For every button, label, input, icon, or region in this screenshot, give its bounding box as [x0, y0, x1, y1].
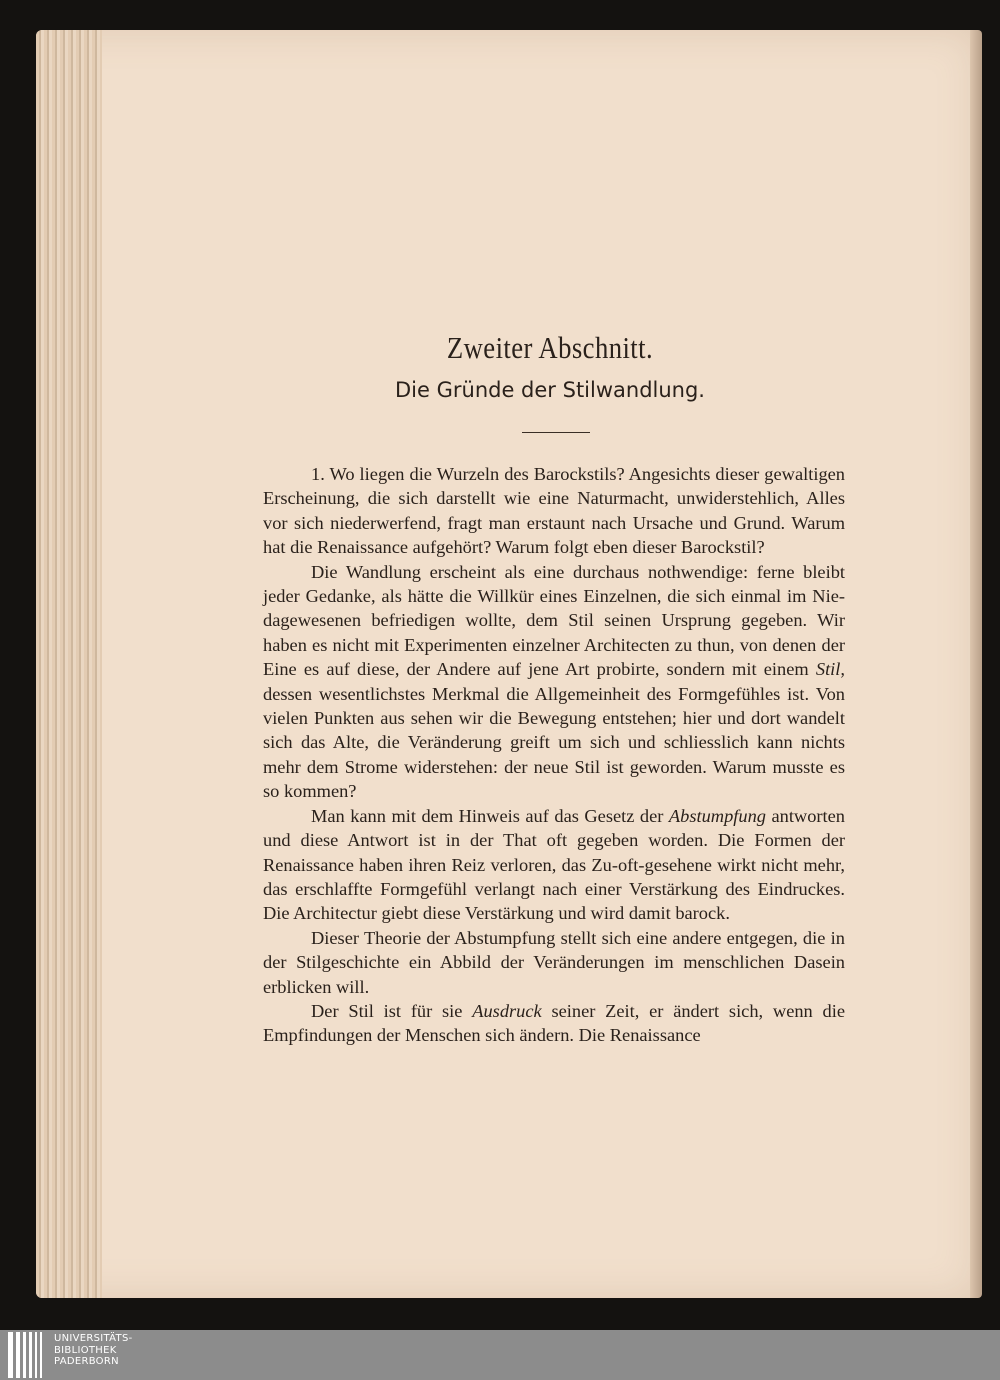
paragraph-text: antworten und diese Antwort ist in der That oft gegeben worden. Die Formen der Renaissance haben ihren Reiz verloren, das Zu-oft-gesehene wirkt nicht mehr, das erschlaffte Formgefühl verlangt nach einer Verstärkung des Eindruckes. Die Architectur giebt diese Verstärkung und wird damit barock.: [263, 805, 845, 924]
paragraph-text: 1. Wo liegen die Wurzeln des Barockstils? Angesichts dieser gewaltigen Erscheinung, die sich darstellt wie eine Naturmacht, unwiderstehlich, Alles vor sich niederwerfend, fragt man erstaunt nach Ursache und Grund. Warum hat die Renaissance aufgehört? Warum folgt eben dieser Barockstil?: [263, 464, 845, 558]
body-text: [263, 462, 845, 1048]
emphasis-text: Stil,: [815, 659, 845, 680]
section-title: Die Gründe der Stilwandlung.: [395, 378, 705, 402]
paragraph: [263, 926, 845, 999]
footer-bar: [0, 1330, 1000, 1380]
chapter-title: Zweiter Abschnitt.: [446, 330, 654, 365]
emphasis-text: Abstumpfung: [668, 805, 766, 826]
page-edges: [36, 30, 102, 1298]
paragraph: [263, 999, 845, 1048]
paragraph: [263, 804, 845, 926]
library-name-line: PADERBORN: [54, 1356, 119, 1367]
library-name-line: BIBLIOTHEK: [54, 1344, 117, 1356]
paragraph-text: seiner Zeit, er ändert sich, wenn die Empfindungen der Menschen sich ändern. Die Renaissance: [263, 1000, 845, 1046]
paragraph-text: Die Wandlung erscheint als eine durchaus nothwendige: ferne bleibt jeder Gedanke, als hätte die Willkür eines Einzelnen, die sich einmal im Nie-dagewesenen befriedigen wollte, dem Stil seinen Ursprung gegeben. Wir haben es nicht mit Experimenten einzelner Architecten zu thun, von denen der Eine es auf diese, der Andere auf jene Art probirte, sondern mit einem: [263, 561, 845, 680]
paragraph-text: Dieser Theorie der Abstumpfung stellt sich eine andere entgegen, die in der Stilgeschichte ein Abbild der Veränderungen im menschlichen Dasein erblicken will.: [263, 927, 845, 997]
paragraph-text: Man kann mit dem Hinweis auf das Gesetz der: [311, 805, 669, 826]
library-name: [54, 1333, 133, 1368]
library-logo-icon: [8, 1332, 44, 1378]
page-right-edge: [970, 30, 982, 1298]
section-divider: [522, 432, 590, 433]
library-name-line: UNIVERSITÄTS-: [54, 1333, 133, 1344]
paragraph: [263, 560, 845, 804]
emphasis-text: Ausdruck: [472, 1000, 542, 1021]
paragraph-text: Der Stil ist für sie: [311, 1000, 473, 1021]
paragraph: [263, 462, 845, 560]
paragraph-text: dessen wesentlichstes Merkmal die Allgemeinheit des Formgefühles ist. Von vielen Punkten aus sehen wir die Bewegung entstehen; hier und dort wandelt sich das Alte, die Veränderung greift um sich und schliesslich kann nichts mehr dem Strome widerstehen: der neue Stil ist geworden. Warum musste es so kommen?: [263, 683, 845, 802]
